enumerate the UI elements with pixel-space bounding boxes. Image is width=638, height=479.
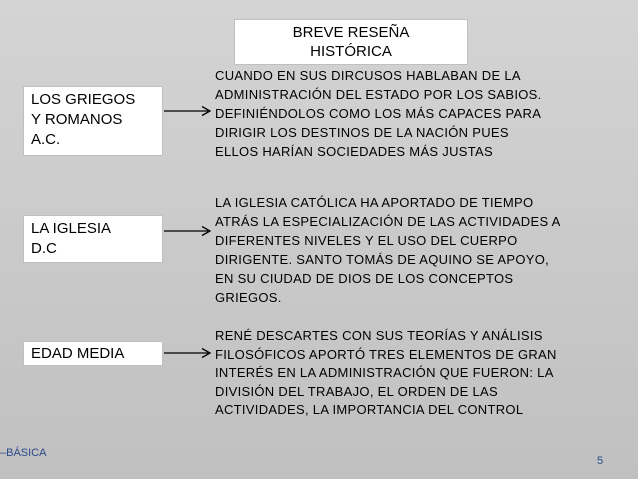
right-arrow-icon — [164, 105, 212, 117]
description-line: ATRÁS LA ESPECIALIZACIÓN DE LAS ACTIVIDADES A — [215, 214, 561, 229]
description-line: FILOSÓFICOS APORTÓ TRES ELEMENTOS DE GRAN — [215, 346, 557, 362]
description-line: INTERÉS EN LA ADMINISTRACIÓN QUE FUERON: LA — [215, 365, 554, 380]
description-line: ELLOS HARÍAN SOCIEDADES MÁS JUSTAS — [215, 144, 493, 159]
footer-text: –BÁSICA — [0, 447, 47, 459]
label-box-griegos-romanos — [23, 86, 163, 156]
description-line: DIRIGIR LOS DESTINOS DE LA NACIÓN PUES — [215, 125, 509, 140]
description-line: LA IGLESIA CATÓLICA HA APORTADO DE TIEMPO — [215, 195, 534, 210]
description-line: DIFERENTES NIVELES Y EL USO DEL CUERPO — [215, 233, 518, 248]
label-box-iglesia — [23, 215, 163, 263]
right-arrow-icon — [164, 225, 212, 237]
label-box-edad-media — [23, 341, 163, 366]
label-line: Y ROMANOS — [31, 111, 123, 128]
description-line: ADMINISTRACIÓN DEL ESTADO POR LOS SABIOS. — [215, 87, 542, 102]
description-line: DEFINIÉNDOLOS COMO LOS MÁS CAPACES PARA — [215, 106, 542, 121]
label-line: EDAD MEDIA — [31, 345, 125, 362]
description-line: DIVISIÓN DEL TRABAJO, EL ORDEN DE LAS — [215, 383, 498, 399]
description-line: RENÉ DESCARTES CON SUS TEORÍAS Y ANÁLISIS — [215, 328, 543, 343]
label-line: A.C. — [31, 131, 61, 148]
page-number: 5 — [597, 455, 604, 467]
description-line: CUANDO EN SUS DIRCUSOS HABLABAN DE LA — [215, 68, 521, 83]
slide-title-box — [234, 19, 468, 65]
right-arrow-icon — [164, 347, 212, 359]
label-line: LOS GRIEGOS — [31, 91, 136, 108]
description-line: DIRIGENTE. SANTO TOMÁS DE AQUINO SE APOYO, — [215, 252, 550, 267]
slide-title-line-2: HISTÓRICA — [310, 43, 392, 60]
slide-title-line-1: BREVE RESEÑA — [292, 24, 410, 41]
description-griegos-romanos — [215, 66, 542, 161]
description-iglesia — [215, 193, 561, 307]
label-line: D.C — [31, 240, 57, 257]
description-line: GRIEGOS. — [215, 290, 282, 305]
description-line: ACTIVIDADES, LA IMPORTANCIA DEL CONTROL — [215, 402, 524, 417]
description-edad-media — [215, 327, 557, 420]
label-line: LA IGLESIA — [31, 220, 112, 237]
description-line: EN SU CIUDAD DE DIOS DE LOS CONCEPTOS — [215, 271, 514, 286]
